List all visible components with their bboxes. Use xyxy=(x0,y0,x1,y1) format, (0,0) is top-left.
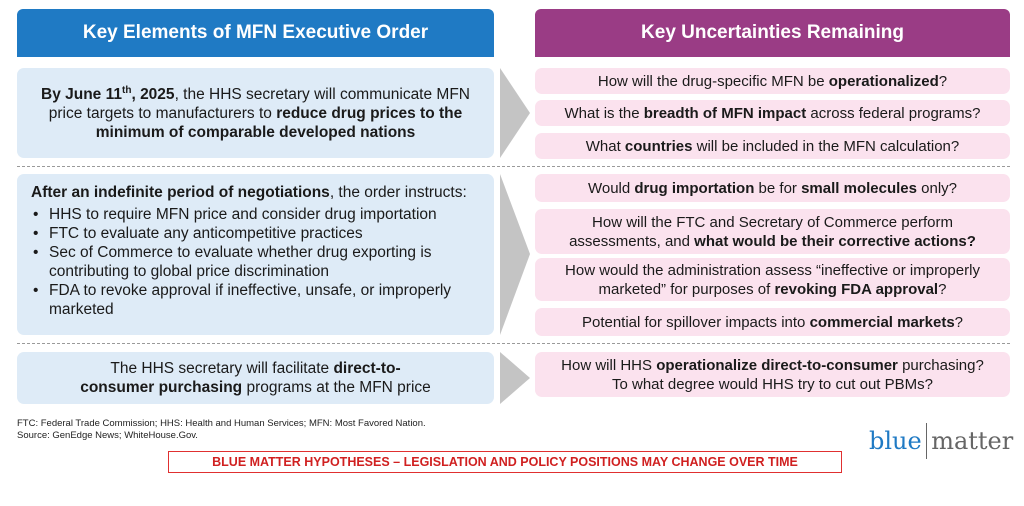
question-ftc-commerce: How will the FTC and Secretary of Commerce perform assessments, and what would be their corrective actions? xyxy=(535,209,1010,254)
date-text: By June 11th, 2025 xyxy=(41,84,175,103)
chevron-right-icon xyxy=(500,352,530,404)
section-divider xyxy=(17,343,1010,344)
list-item: • FTC to evaluate any anticompetitive practices xyxy=(31,224,480,243)
list-item: • FDA to revoke approval if ineffective, unsafe, or improperly marketed xyxy=(31,281,480,319)
price-targets-text: By June 11th, 2025, the HHS secretary will communicate MFN price targets to manufacturers to reduce drug prices to the minimum of comparable developed nations xyxy=(41,84,470,141)
list-item: • HHS to require MFN price and consider drug importation xyxy=(31,205,480,224)
instructions-list xyxy=(31,205,480,319)
left-column-header: Key Elements of MFN Executive Order xyxy=(17,9,494,57)
footnote-source: Source: GenEdge News; WhiteHouse.Gov. xyxy=(17,430,198,441)
footnote-abbreviations: FTC: Federal Trade Commission; HHS: Health and Human Services; MFN: Most Favored Nation. xyxy=(17,418,426,429)
question-breadth: What is the breadth of MFN impact across federal programs? xyxy=(535,100,1010,126)
question-countries: What countries will be included in the MFN calculation? xyxy=(535,133,1010,159)
question-operationalized: How will the drug-specific MFN be operationalized? xyxy=(535,68,1010,94)
left-box-price-targets xyxy=(17,68,494,158)
left-box-dtc xyxy=(17,352,494,404)
question-spillover: Potential for spillover impacts into commercial markets? xyxy=(535,308,1010,336)
right-column-header: Key Uncertainties Remaining xyxy=(535,9,1010,57)
chevron-right-icon xyxy=(500,68,530,158)
blue-matter-logo: blue matter xyxy=(869,418,1013,464)
list-item: • Sec of Commerce to evaluate whether drug exporting is contributing to global price discrimination xyxy=(31,243,480,281)
section-divider xyxy=(17,166,1010,167)
chevron-right-icon xyxy=(500,174,530,335)
dtc-text: The HHS secretary will facilitate direct-to-consumer purchasing programs at the MFN price xyxy=(80,360,431,396)
disclaimer-banner: BLUE MATTER HYPOTHESES – LEGISLATION AND POLICY POSITIONS MAY CHANGE OVER TIME xyxy=(168,451,842,473)
question-fda-approval: How would the administration assess “ineffective or improperly marketed” for purposes of revoking FDA approval? xyxy=(535,258,1010,301)
negotiations-intro: After an indefinite period of negotiations, the order instructs: xyxy=(31,184,467,201)
question-importation: Would drug importation be for small molecules only? xyxy=(535,174,1010,202)
left-box-negotiations xyxy=(17,174,494,335)
question-dtc: How will HHS operationalize direct-to-consumer purchasing? To what degree would HHS try to cut out PBMs? xyxy=(535,352,1010,397)
